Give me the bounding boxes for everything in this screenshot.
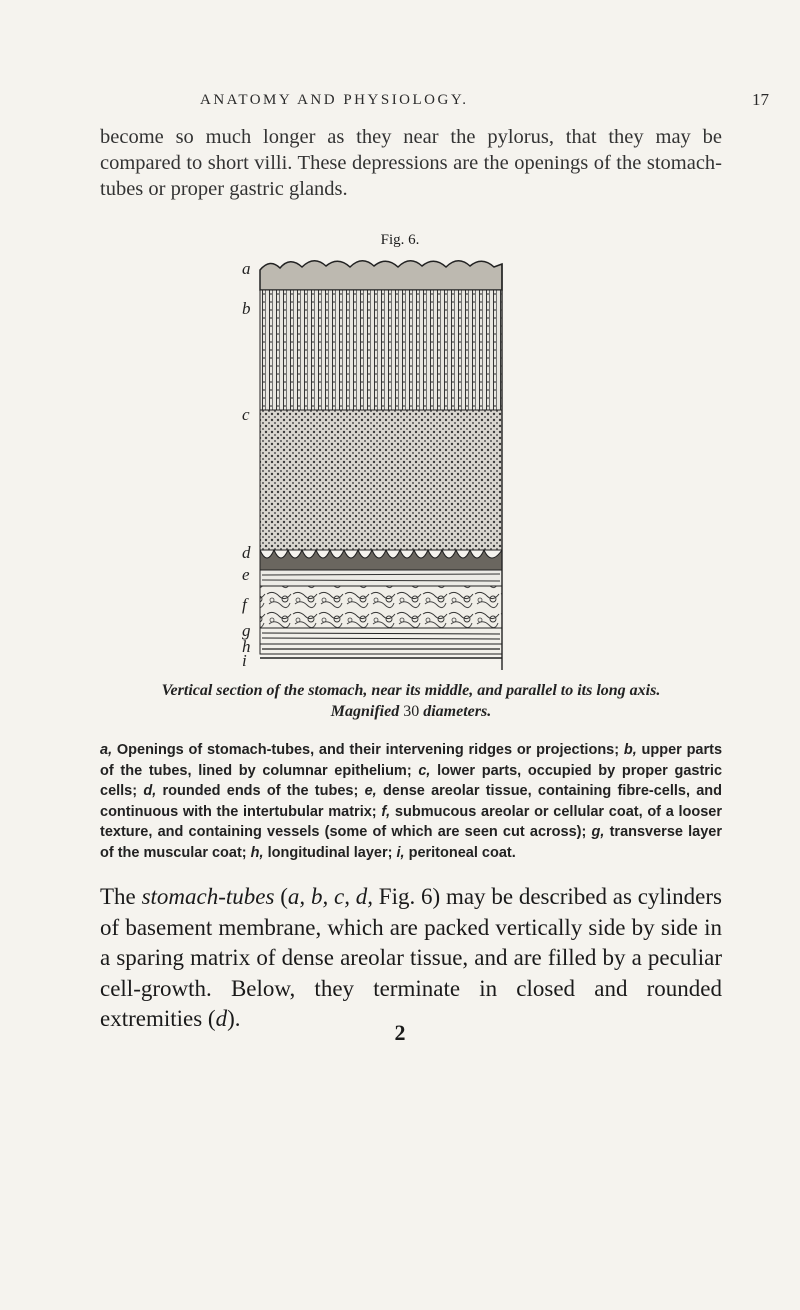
paragraph-1: become so much longer as they near the pylorus, that they may be compared to short villi. These depressions are the openings of the stomach-tubes or proper gastric glands. xyxy=(100,126,722,200)
legend-key-h: h, xyxy=(250,844,264,861)
legend-text-b: upper parts of the tubes, lined by columnar epithelium; xyxy=(100,742,723,779)
figure-label: Fig. 6. xyxy=(380,232,420,248)
p2-term: stomach-tubes xyxy=(141,884,275,909)
caption-title xyxy=(100,680,722,722)
legend-text-c: lower parts, occupied by proper gastric cells; xyxy=(100,762,723,799)
legend-text-a: Openings of stomach-tubes, and their intervening ridges or projections; xyxy=(116,742,620,758)
caption-legend xyxy=(100,740,722,863)
label-b: b xyxy=(242,299,251,318)
legend-key-b: b, xyxy=(623,742,637,758)
label-a: a xyxy=(242,259,251,278)
legend-text-d: rounded ends of the tubes; xyxy=(162,783,359,799)
label-e: e xyxy=(242,565,250,584)
legend-text-i: peritoneal coat. xyxy=(408,844,516,861)
caption-diameters: diameters. xyxy=(423,703,492,720)
legend-text-e: dense areolar tissue, containing fibre-cells, and continuous with the intertubular matrix; xyxy=(100,783,723,820)
p2-ref-d: d xyxy=(215,1006,228,1031)
caption-title-line2 xyxy=(100,701,722,722)
legend-key-g: g, xyxy=(591,824,605,840)
caption-magnified: Magnified xyxy=(330,703,400,720)
label-g: g xyxy=(242,621,251,640)
label-f: f xyxy=(242,595,247,614)
p2-part1: The xyxy=(100,884,136,909)
legend-key-f: f, xyxy=(381,803,391,820)
figure-stomach-section xyxy=(240,250,530,670)
page-number: 17 xyxy=(752,90,769,109)
figure-illustration xyxy=(240,250,530,670)
legend-key-e: e, xyxy=(364,783,377,799)
signature-mark: 2 xyxy=(394,1020,406,1045)
p2-refs: a, b, c, d, xyxy=(287,884,373,909)
legend-text-g: transverse layer of the muscular coat; xyxy=(100,824,723,861)
caption-title-line1: Vertical section of the stomach, near its middle, and parallel to its long axis. xyxy=(161,682,661,699)
label-i: i xyxy=(242,651,247,670)
label-h: h xyxy=(242,637,251,656)
p2-part3: ). xyxy=(227,1006,241,1031)
legend-key-i: i, xyxy=(396,844,405,861)
legend-text-h: longitudinal layer; xyxy=(267,844,393,861)
p2-paren: ( xyxy=(280,884,288,909)
label-d: d xyxy=(242,543,251,562)
p2-part2: Fig. 6) may be described as cylinders of basement membrane, which are packed vertically side by side in a sparing matrix of dense areolar tissue, and are filled by a peculiar cell-growth. Below, they terminate in closed and rounded extremities ( xyxy=(100,884,723,1031)
running-head: ANATOMY AND PHYSIOLOGY. xyxy=(200,92,469,108)
legend-key-d: d, xyxy=(143,783,157,799)
legend-text-f: submucous areolar or cellular coat, of a looser texture, and containing vessels (some of which are seen cut across); xyxy=(100,803,723,840)
label-c: c xyxy=(242,405,250,424)
legend-key-c: c, xyxy=(418,762,431,779)
legend-key-a: a, xyxy=(100,742,113,758)
caption-magnification: 30 xyxy=(403,703,420,720)
page-header xyxy=(0,92,800,116)
paragraph-2 xyxy=(100,882,722,1035)
